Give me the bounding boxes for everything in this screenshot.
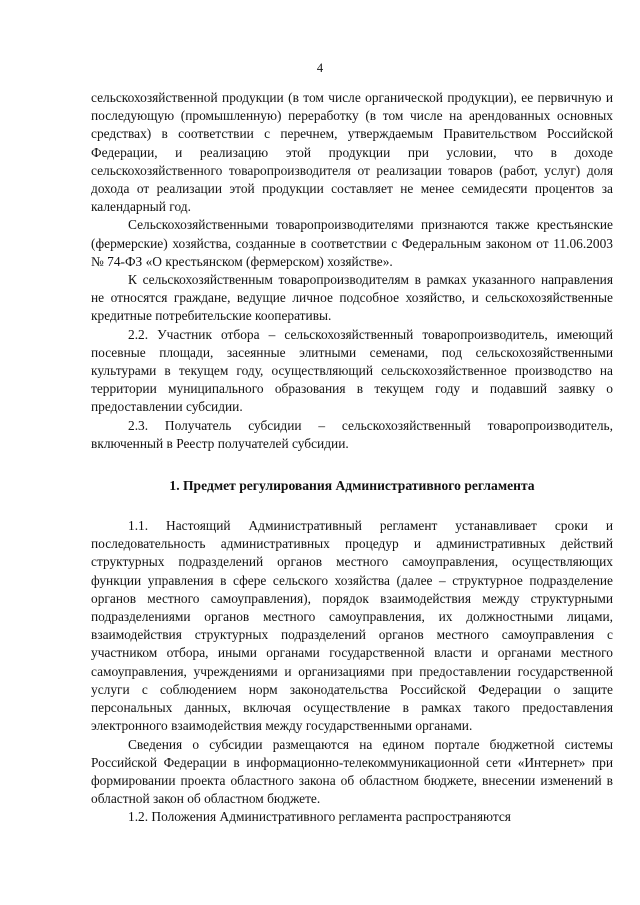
paragraph: К сельскохозяйственным товаропроизводителям в рамках указанного направления не относятся граждане, ведущие личное подсобное хозяйство, и сельскохозяйственные кредитные потребительские кооперативы. — [91, 272, 613, 324]
paragraph-2-3: 2.3. Получатель субсидии – сельскохозяйственный товаропроизводитель, включенный в Реестр получателей субсидии. — [91, 417, 613, 451]
paragraph-1-1: 1.1. Настоящий Административный регламент устанавливает сроки и последовательность административных процедур и административных действий структурных подразделений органов местного самоуправления, осуществляющих функции управления в сфере сельского хозяйства (далее – структурное подразделение органов местного самоуправления), порядок взаимодействия между структурными подразделениями органов местного самоуправления, их должностными лицами, взаимодействия структурных подразделений органов местного самоуправления с участником отбора, иными органами государственной власти и органами местного самоуправления, учреждениями и организациями при предоставлении государственной услуги с соблюдением норм законодательства Российской Федерации о защите персональных данных, включая осуществление в рамках такого предоставления электронного взаимодействия между государственными органами. — [91, 518, 613, 734]
section-heading: 1. Предмет регулирования Административного регламента — [169, 478, 535, 494]
document-body — [91, 89, 613, 827]
paragraph: сельскохозяйственной продукции (в том числе органической продукции), ее первичную и последующую (промышленную) переработку (в том числе на арендованных основных средствах) в соответствии с перечнем, утверждаемым Правительством Российской Федерации, и реализацию этой продукции при условии, что в доходе сельскохозяйственного товаропроизводителя от реализации товаров (работ, услуг) доля дохода от реализации этой продукции составляет не менее семидесяти процентов за календарный год. — [91, 90, 613, 215]
page-number: 4 — [316, 61, 324, 75]
paragraph: Сведения о субсидии размещаются на едином портале бюджетной системы Российской Федерации в информационно-телекоммуникационной сети «Интернет» при формировании проекта областного закона об областном бюджете, внесении изменений в областной закон об областном бюджете. — [91, 736, 613, 807]
paragraph-2-2: 2.2. Участник отбора – сельскохозяйственный товаропроизводитель, имеющий посевные площади, засеянные элитными семенами, под сельскохозяйственными культурами в текущем году, осуществляющий сельскохозяйственное производство на территории муниципального образования в текущем году и подавший заявку о предоставлении субсидии. — [91, 326, 613, 415]
paragraph-1-2: 1.2. Положения Административного регламента распространяются — [128, 809, 511, 825]
paragraph: Сельскохозяйственными товаропроизводителями признаются также крестьянские (фермерские) хозяйства, созданные в соответствии с Федеральным законом от 11.06.2003 № 74-ФЗ «О крестьянском (фермерском) хозяйстве». — [91, 217, 613, 269]
